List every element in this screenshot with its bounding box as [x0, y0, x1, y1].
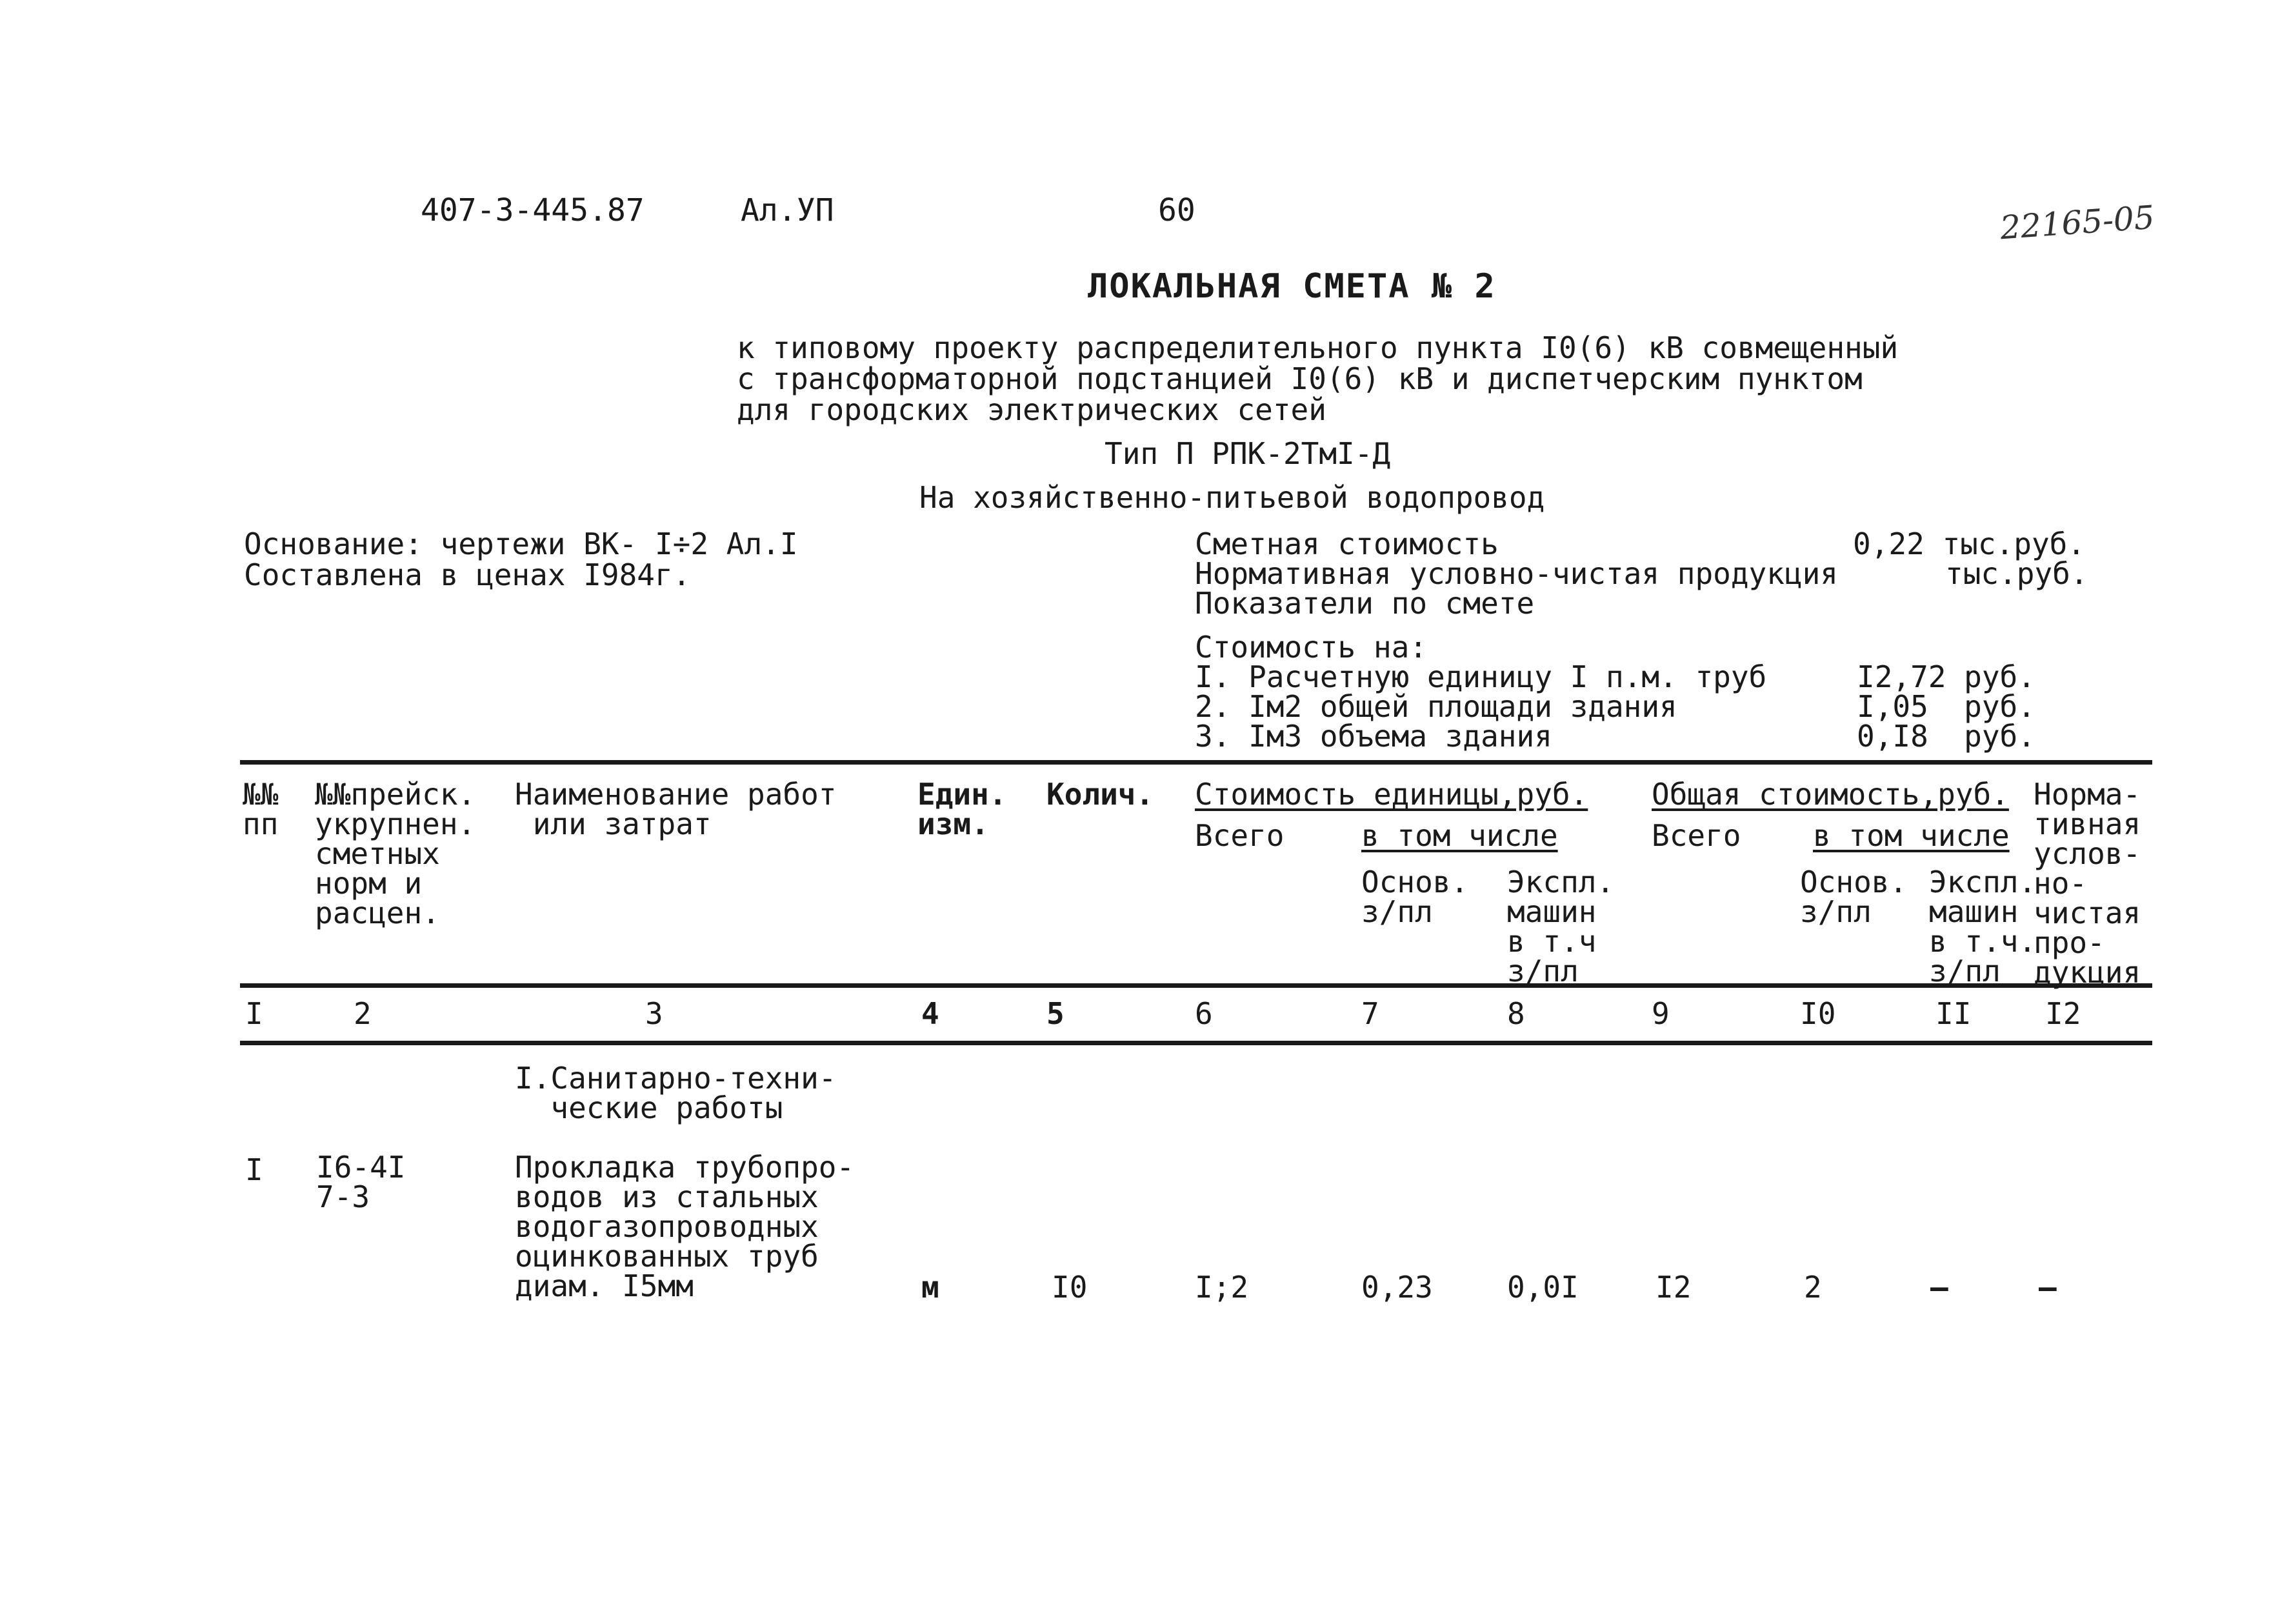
total-machines-header: Экспл. машин в т.ч. з/пл	[1929, 865, 2037, 988]
col-header-work-name: Наименование работ или затрат	[515, 777, 837, 841]
unit-incl-header: в том числе	[1361, 818, 1558, 853]
object-line: На хозяйственно-питьевой водопровод	[919, 480, 1545, 515]
col-number-1: I	[245, 996, 263, 1031]
col-header-total-cost: Общая стоимость,руб.	[1652, 777, 2009, 812]
col-header-quantity: Колич.	[1046, 777, 1154, 812]
col-number-9: 9	[1652, 996, 1670, 1031]
col-header-unit-cost: Стоимость единицы,руб.	[1195, 777, 1588, 812]
indicator-3-label: 3. Iм3 объема здания	[1195, 719, 1552, 754]
row-1-unit-machines: 0,0I	[1507, 1270, 1579, 1305]
indicator-2-label: 2. Iм2 общей площади здания	[1195, 689, 1677, 724]
estimated-cost-value: 0,22 тыс.руб.	[1853, 526, 2086, 561]
album-number: Ал.УП	[741, 192, 834, 228]
page-number: 60	[1158, 192, 1195, 228]
col-number-6: 6	[1195, 996, 1213, 1031]
col-number-11: II	[1935, 996, 1972, 1031]
col-header-normative: Норма- тивная услов- но- чистая про- дукция	[2034, 777, 2141, 990]
subtitle-line-2: с трансформаторной подстанцией I0(6) кВ и диспетчерским пунктом	[737, 361, 1863, 396]
row-1-quantity: I0	[1052, 1270, 1088, 1305]
row-1-total-base-wage: 2	[1804, 1270, 1822, 1305]
col-number-8: 8	[1507, 996, 1525, 1031]
unit-base-wage-header: Основ. з/пл	[1361, 865, 1469, 929]
col-number-2: 2	[354, 996, 372, 1031]
col-number-4: 4	[921, 996, 939, 1031]
normative-label: Нормативная условно-чистая продукция	[1195, 556, 1838, 591]
row-1-price-code: I6-4I 7-3	[316, 1150, 406, 1214]
table-header-rule	[240, 983, 2152, 988]
col-header-price-code: №№прейск. укрупнен. сметных норм и расцен.	[315, 777, 476, 930]
section-title: I.Санитарно-техни- ческие работы	[515, 1061, 837, 1125]
indicators-label: Показатели по смете	[1195, 586, 1535, 621]
type-line: Тип П РПК-2ТмI-Д	[1105, 436, 1391, 471]
unit-total-header: Всего	[1195, 818, 1285, 853]
basis-line-1: Основание: чертежи ВК- I÷2 Ал.I	[244, 526, 798, 561]
handwritten-stamp: 22165-05	[1999, 198, 2156, 247]
row-1-normative: –	[2039, 1270, 2057, 1305]
col-number-12: I2	[2045, 996, 2081, 1031]
col-header-number: №№ пп	[243, 777, 279, 841]
indicator-2-value: I,05 руб.	[1857, 689, 2035, 724]
row-1-unit-base-wage: 0,23	[1361, 1270, 1433, 1305]
indicator-1-label: I. Расчетную единицу I п.м. труб	[1195, 659, 1767, 694]
total-total-header: Всего	[1652, 818, 1741, 853]
total-base-wage-header: Основ. з/пл	[1800, 865, 1908, 929]
subtitle-line-3: для городских электрических сетей	[737, 392, 1326, 427]
row-1-total: I2	[1655, 1270, 1692, 1305]
row-1-number: I	[245, 1152, 263, 1187]
col-number-5: 5	[1046, 996, 1065, 1031]
document-title: ЛОКАЛЬНАЯ СМЕТА № 2	[1088, 267, 1496, 306]
row-1-unit-total: I;2	[1195, 1270, 1249, 1305]
estimated-cost-label: Сметная стоимость	[1195, 526, 1499, 561]
basis-line-2: Составлена в ценах I984г.	[244, 557, 691, 592]
normative-value: тыс.руб.	[1945, 556, 2088, 591]
table-numbers-rule	[240, 1041, 2152, 1045]
row-1-unit: м	[921, 1270, 939, 1305]
col-number-10: I0	[1800, 996, 1836, 1031]
row-1-work-name: Прокладка трубопро- водов из стальных водогазопроводных оцинкованных труб диам. I5мм	[515, 1150, 855, 1303]
indicator-3-value: 0,I8 руб.	[1857, 719, 2035, 754]
indicator-1-value: I2,72 руб.	[1857, 659, 2035, 694]
col-header-unit: Един. изм.	[917, 777, 1007, 841]
unit-machines-header: Экспл. машин в т.ч з/пл	[1507, 865, 1615, 988]
row-1-total-machines: –	[1930, 1270, 1948, 1305]
document-number: 407-3-445.87	[421, 192, 645, 228]
subtitle-line-1: к типовому проекту распределительного пункта I0(6) кВ совмещенный	[737, 330, 1899, 365]
total-incl-header: в том числе	[1813, 818, 2010, 853]
col-number-3: 3	[645, 996, 663, 1031]
col-number-7: 7	[1361, 996, 1379, 1031]
table-top-rule	[240, 760, 2152, 765]
cost-per-label: Стоимость на:	[1195, 630, 1428, 665]
